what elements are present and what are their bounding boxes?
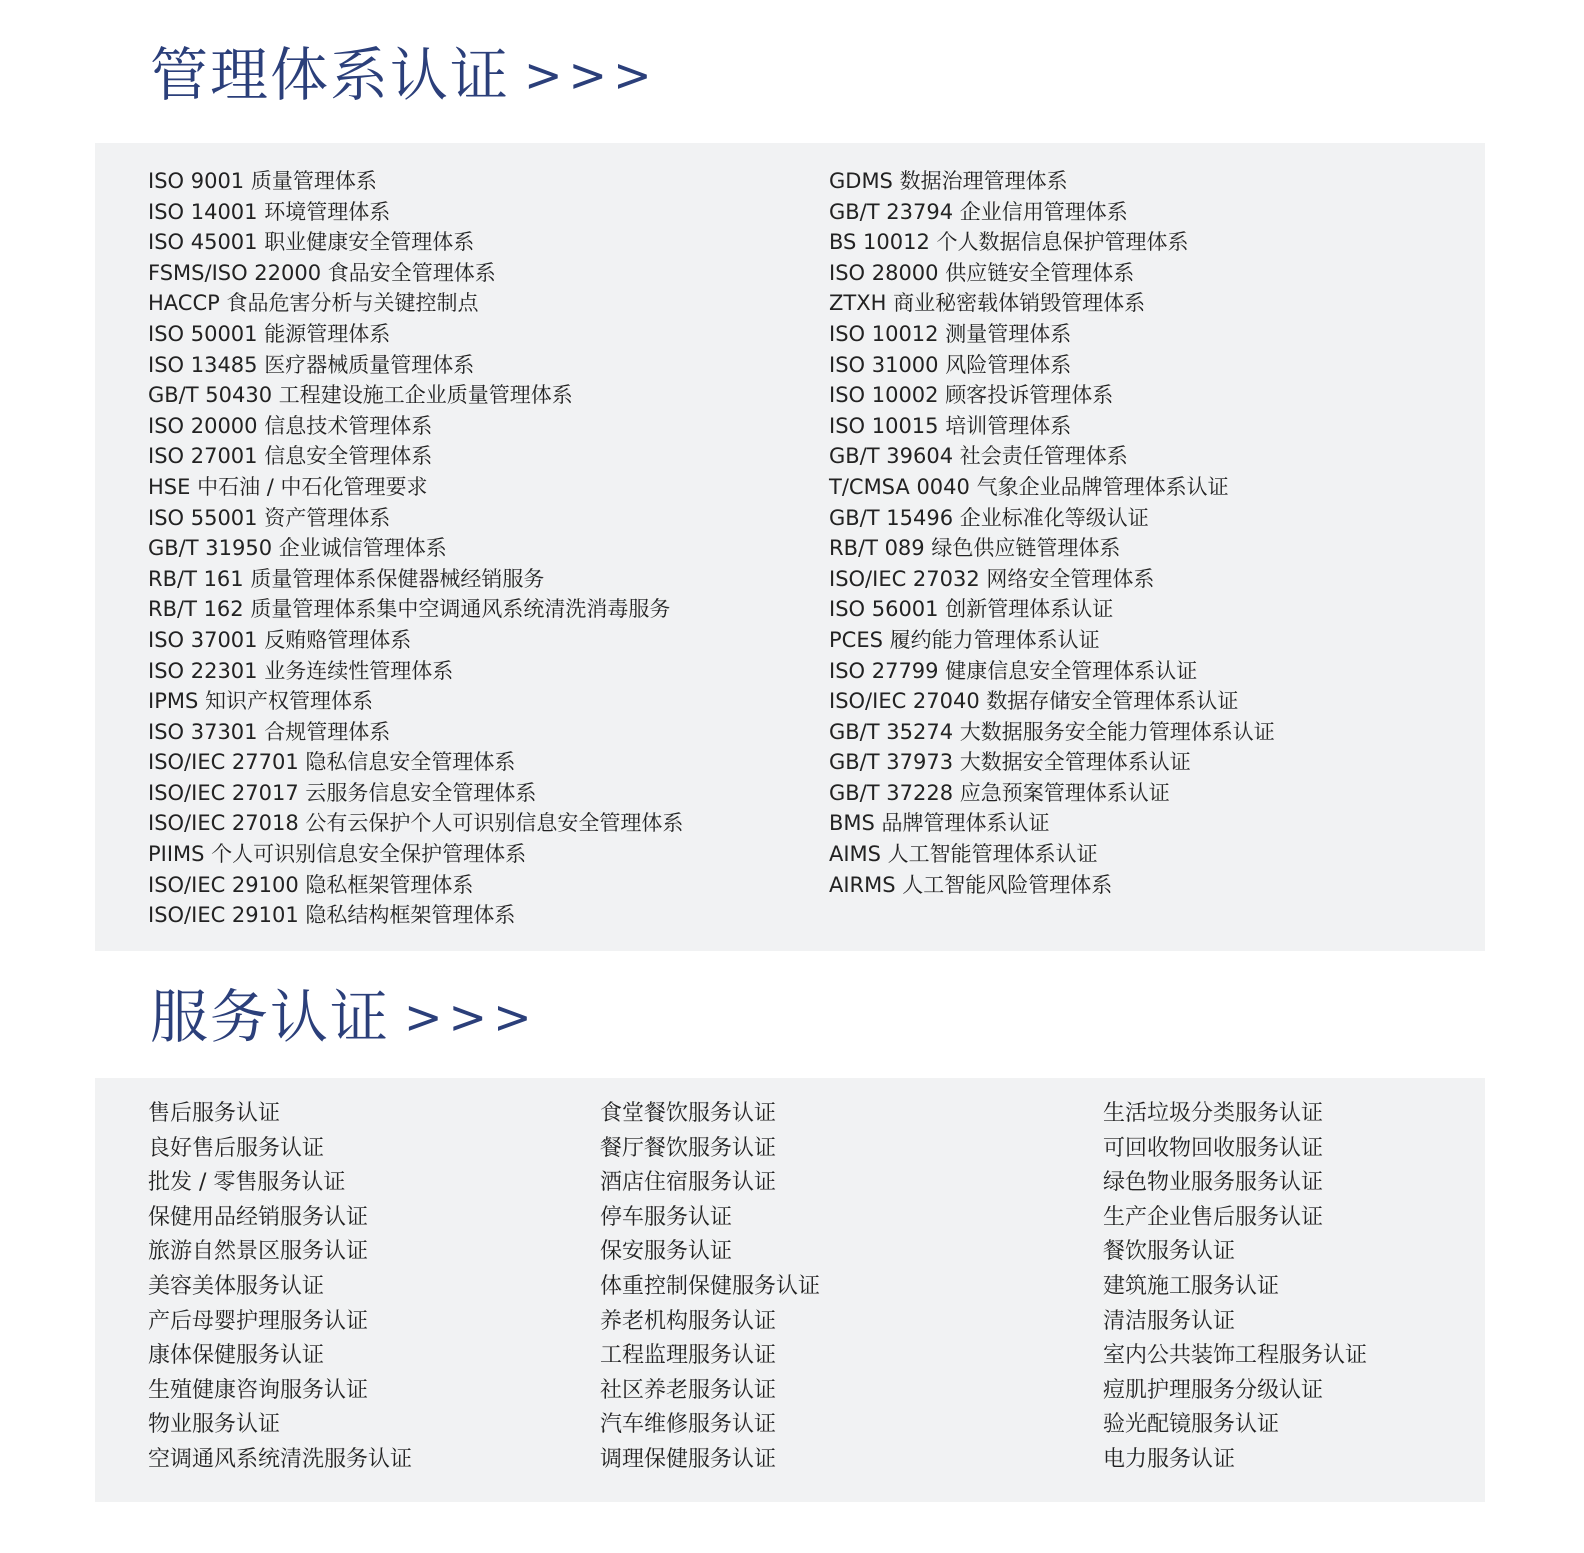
- list-item: 餐厅餐饮服务认证: [600, 1135, 777, 1161]
- management-list-column-1: [148, 166, 683, 931]
- list-item: ISO 37001 反贿赂管理体系: [148, 627, 412, 652]
- list-item: GB/T 37973 大数据安全管理体系认证: [829, 750, 1191, 775]
- list-item: 养老机构服务认证: [600, 1308, 777, 1334]
- list-item: ISO/IEC 27040 数据存储安全管理体系认证: [829, 689, 1239, 714]
- list-item: BMS 品牌管理体系认证: [829, 811, 1050, 836]
- list-item: ISO 22301 业务连续性管理体系: [148, 658, 454, 683]
- list-item: RB/T 162 质量管理体系集中空调通风系统清洗消毒服务: [148, 597, 671, 622]
- management-section-title: [150, 40, 658, 110]
- list-item: 餐饮服务认证: [1103, 1239, 1236, 1265]
- list-item: ISO 10002 顾客投诉管理体系: [829, 383, 1114, 408]
- list-item: HSE 中石油 / 中石化管理要求: [148, 474, 428, 499]
- list-item: RB/T 089 绿色供应链管理体系: [829, 536, 1121, 561]
- management-certification-panel: [95, 143, 1485, 951]
- list-item: GB/T 15496 企业标准化等级认证: [829, 505, 1149, 530]
- list-item: 物业服务认证: [148, 1412, 281, 1438]
- service-list-column-2: [600, 1097, 820, 1478]
- list-item: ISO 28000 供应链安全管理体系: [829, 260, 1135, 285]
- list-item: GB/T 50430 工程建设施工企业质量管理体系: [148, 383, 573, 408]
- list-item: ISO/IEC 27701 隐私信息安全管理体系: [148, 750, 516, 775]
- list-item: 售后服务认证: [148, 1101, 281, 1126]
- list-item: ISO/IEC 27032 网络安全管理体系: [829, 566, 1155, 591]
- list-item: 批发 / 零售服务认证: [148, 1170, 346, 1196]
- list-item: GB/T 37228 应急预案管理体系认证: [829, 780, 1170, 805]
- service-section-title: [150, 982, 538, 1052]
- service-title-text: 服务认证: [150, 983, 391, 1051]
- list-item: 生活垃圾分类服务认证: [1103, 1101, 1324, 1126]
- list-item: ISO 50001 能源管理体系: [148, 321, 391, 346]
- list-item: GB/T 23794 企业信用管理体系: [829, 199, 1128, 224]
- management-title-arrows: >>>: [524, 48, 658, 102]
- management-list-column-2: [829, 166, 1275, 900]
- list-item: ISO 13485 医疗器械质量管理体系: [148, 352, 475, 377]
- list-item: ISO 10015 培训管理体系: [829, 413, 1072, 438]
- list-item: ISO 45001 职业健康安全管理体系: [148, 230, 475, 255]
- list-item: ISO 14001 环境管理体系: [148, 199, 391, 224]
- list-item: AIRMS 人工智能风险管理体系: [829, 872, 1113, 897]
- list-item: 可回收物回收服务认证: [1103, 1135, 1324, 1161]
- service-title-arrows: >>>: [404, 990, 538, 1044]
- list-item: 停车服务认证: [600, 1204, 733, 1230]
- service-certification-panel: [95, 1078, 1485, 1502]
- list-item: 酒店住宿服务认证: [600, 1170, 777, 1196]
- list-item: 工程监理服务认证: [600, 1343, 777, 1369]
- list-item: 生殖健康咨询服务认证: [148, 1377, 369, 1403]
- list-item: BS 10012 个人数据信息保护管理体系: [829, 230, 1189, 255]
- list-item: ISO 9001 质量管理体系: [148, 169, 377, 193]
- list-item: 清洁服务认证: [1103, 1308, 1236, 1334]
- management-title-text: 管理体系认证: [150, 41, 511, 109]
- list-item: GDMS 数据治理管理体系: [829, 169, 1068, 193]
- list-item: ISO 37301 合规管理体系: [148, 719, 391, 744]
- list-item: 电力服务认证: [1103, 1446, 1236, 1472]
- list-item: 绿色物业服务服务认证: [1103, 1170, 1324, 1196]
- service-list-column-1: [148, 1097, 412, 1478]
- list-item: 建筑施工服务认证: [1103, 1273, 1280, 1299]
- list-item: 康体保健服务认证: [148, 1343, 325, 1369]
- list-item: RB/T 161 质量管理体系保健器械经销服务: [148, 566, 545, 591]
- list-item: 体重控制保健服务认证: [600, 1273, 821, 1299]
- list-item: GB/T 35274 大数据服务安全能力管理体系认证: [829, 719, 1275, 744]
- list-item: AIMS 人工智能管理体系认证: [829, 842, 1098, 867]
- list-item: 产后母婴护理服务认证: [148, 1308, 369, 1334]
- list-item: 良好售后服务认证: [148, 1135, 325, 1161]
- list-item: 生产企业售后服务认证: [1103, 1204, 1324, 1230]
- list-item: T/CMSA 0040 气象企业品牌管理体系认证: [829, 474, 1229, 499]
- list-item: FSMS/ISO 22000 食品安全管理体系: [148, 260, 496, 285]
- list-item: 汽车维修服务认证: [600, 1412, 777, 1438]
- list-item: ISO 56001 创新管理体系认证: [829, 597, 1114, 622]
- list-item: 验光配镜服务认证: [1103, 1412, 1280, 1438]
- list-item: ISO/IEC 27018 公有云保护个人可识别信息安全管理体系: [148, 811, 684, 836]
- list-item: ISO 10012 测量管理体系: [829, 321, 1072, 346]
- list-item: PCES 履约能力管理体系认证: [829, 627, 1100, 652]
- list-item: ISO 31000 风险管理体系: [829, 352, 1072, 377]
- list-item: 空调通风系统清洗服务认证: [148, 1446, 413, 1472]
- list-item: 室内公共装饰工程服务认证: [1103, 1343, 1368, 1369]
- list-item: ZTXH 商业秘密载体销毁管理体系: [829, 291, 1146, 316]
- list-item: GB/T 31950 企业诚信管理体系: [148, 536, 447, 561]
- list-item: 痘肌护理服务分级认证: [1103, 1377, 1324, 1403]
- list-item: GB/T 39604 社会责任管理体系: [829, 444, 1128, 469]
- list-item: ISO/IEC 29101 隐私结构框架管理体系: [148, 903, 516, 928]
- list-item: ISO 20000 信息技术管理体系: [148, 413, 433, 438]
- list-item: 保健用品经销服务认证: [148, 1204, 369, 1230]
- list-item: ISO 55001 资产管理体系: [148, 505, 391, 530]
- list-item: 旅游自然景区服务认证: [148, 1239, 369, 1265]
- service-list-column-3: [1103, 1097, 1367, 1478]
- list-item: ISO 27001 信息安全管理体系: [148, 444, 433, 469]
- list-item: IPMS 知识产权管理体系: [148, 689, 373, 714]
- list-item: 食堂餐饮服务认证: [600, 1101, 777, 1126]
- list-item: 美容美体服务认证: [148, 1273, 325, 1299]
- list-item: ISO/IEC 27017 云服务信息安全管理体系: [148, 780, 537, 805]
- list-item: 调理保健服务认证: [600, 1446, 777, 1472]
- list-item: PIIMS 个人可识别信息安全保护管理体系: [148, 842, 527, 867]
- list-item: ISO 27799 健康信息安全管理体系认证: [829, 658, 1198, 683]
- list-item: ISO/IEC 29100 隐私框架管理体系: [148, 872, 474, 897]
- list-item: 社区养老服务认证: [600, 1377, 777, 1403]
- list-item: 保安服务认证: [600, 1239, 733, 1265]
- list-item: HACCP 食品危害分析与关键控制点: [148, 291, 479, 316]
